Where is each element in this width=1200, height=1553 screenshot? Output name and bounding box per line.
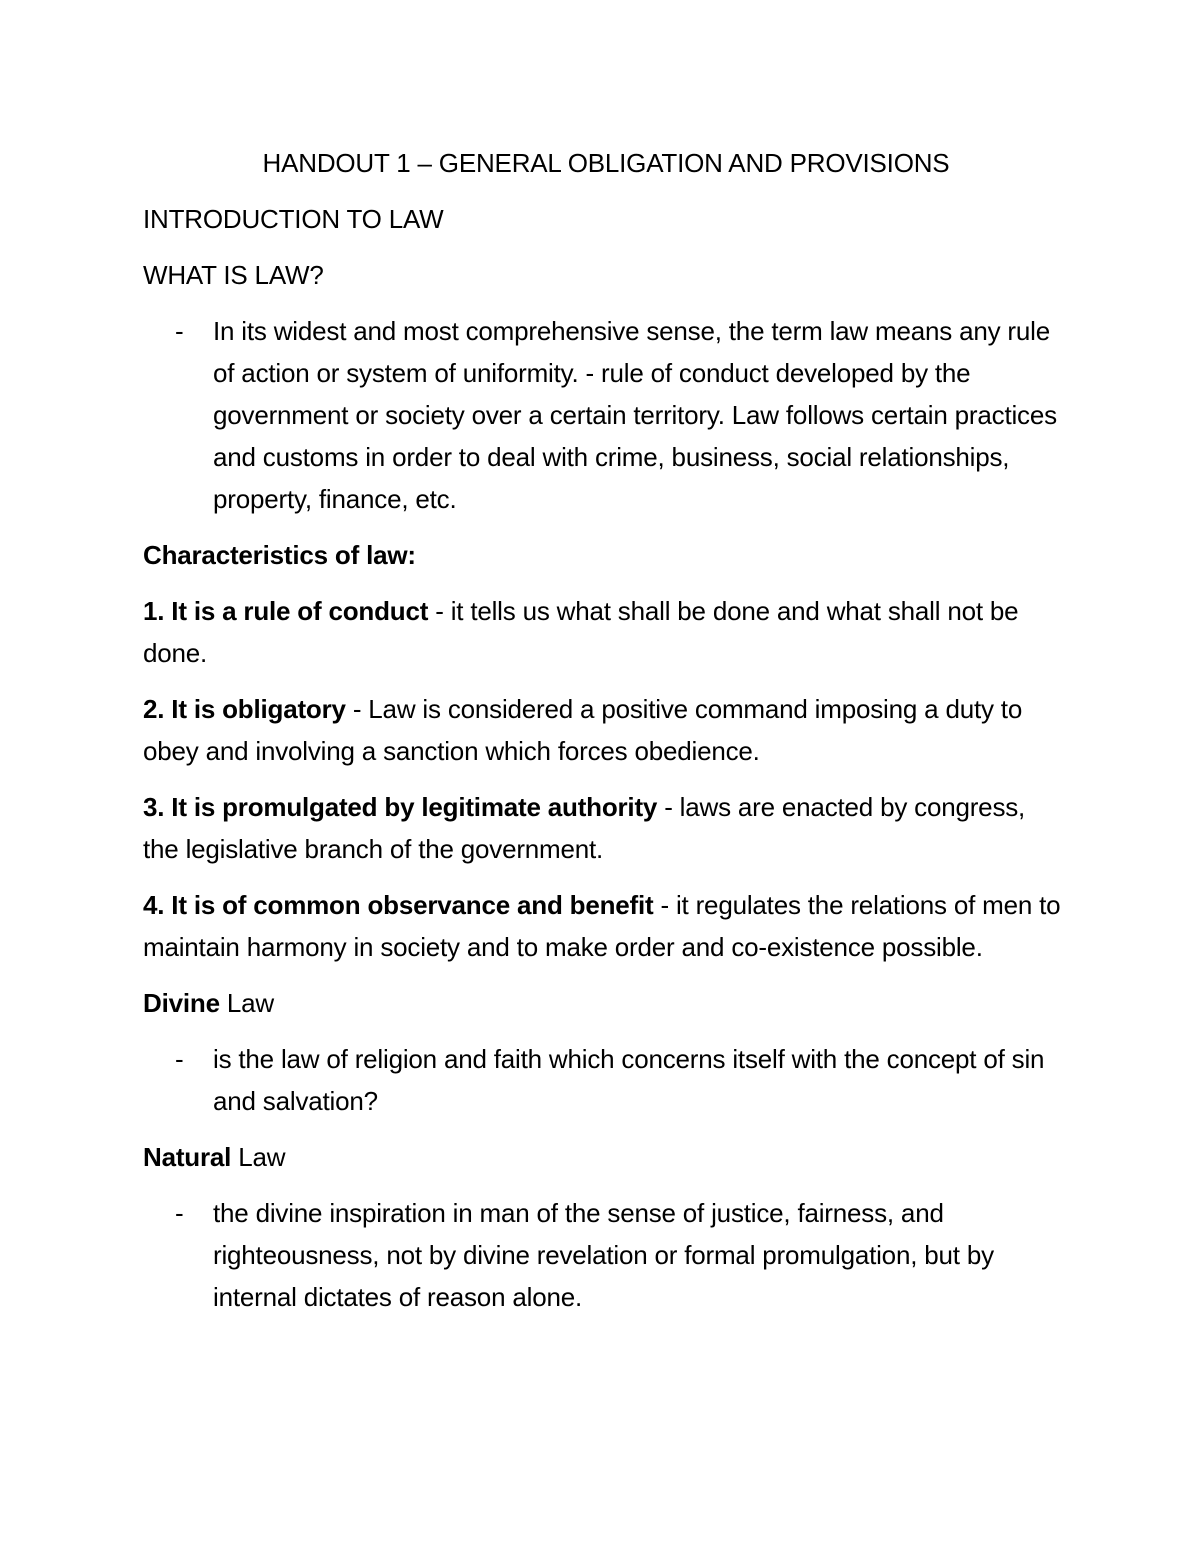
heading-normal-part: Law [231, 1142, 286, 1172]
definition-text: In its widest and most comprehensive sense, the term law means any rule of action or system of uniformity. - rule of conduct developed by the government or society over a certain territory. Law follows certain practices and customs in order to deal with crime, business, social relationships, property, finance, etc. [213, 316, 1057, 514]
characteristic-item-3 [143, 786, 1063, 870]
characteristic-label: 4. It is of common observance and benefit [143, 890, 654, 920]
characteristic-text: - it tells us what shall be done and what shall not be done. [143, 596, 1019, 668]
document-body [143, 142, 1063, 1332]
characteristic-item-4 [143, 884, 1063, 968]
characteristic-label: 2. It is obligatory [143, 694, 346, 724]
characteristic-text: - it regulates the relations of men to maintain harmony in society and to make order and co-existence possible. [143, 890, 1061, 962]
definition-bullet [143, 310, 1063, 520]
natural-law-bullet [143, 1192, 1063, 1318]
heading-normal-part: Law [219, 988, 274, 1018]
bullet-dash: - [175, 1198, 184, 1228]
characteristic-label: 3. It is promulgated by legitimate authority [143, 792, 658, 822]
characteristic-text: - laws are enacted by congress, the legislative branch of the government. [143, 792, 1026, 864]
natural-law-heading [143, 1136, 1063, 1178]
characteristic-item-2 [143, 688, 1063, 772]
question-heading: WHAT IS LAW? [143, 260, 324, 290]
divine-law-bullet [143, 1038, 1063, 1122]
document-title: HANDOUT 1 – GENERAL OBLIGATION AND PROVISIONS [262, 148, 950, 178]
bullet-dash: - [175, 1044, 184, 1074]
divine-law-text: is the law of religion and faith which concerns itself with the concept of sin and salvation? [213, 1044, 1045, 1116]
bullet-dash: - [175, 316, 184, 346]
natural-law-text: the divine inspiration in man of the sense of justice, fairness, and righteousness, not by divine revelation or formal promulgation, but by internal dictates of reason alone. [213, 1198, 994, 1312]
divine-law-heading [143, 982, 1063, 1024]
characteristic-text: - Law is considered a positive command imposing a duty to obey and involving a sanction which forces obedience. [143, 694, 1023, 766]
heading-bold-part: Divine [143, 988, 220, 1018]
heading-bold-part: Natural [143, 1142, 232, 1172]
characteristics-heading: Characteristics of law: [143, 540, 416, 570]
characteristic-label: 1. It is a rule of conduct [143, 596, 429, 626]
section-heading: INTRODUCTION TO LAW [143, 204, 444, 234]
characteristic-item-1 [143, 590, 1063, 674]
